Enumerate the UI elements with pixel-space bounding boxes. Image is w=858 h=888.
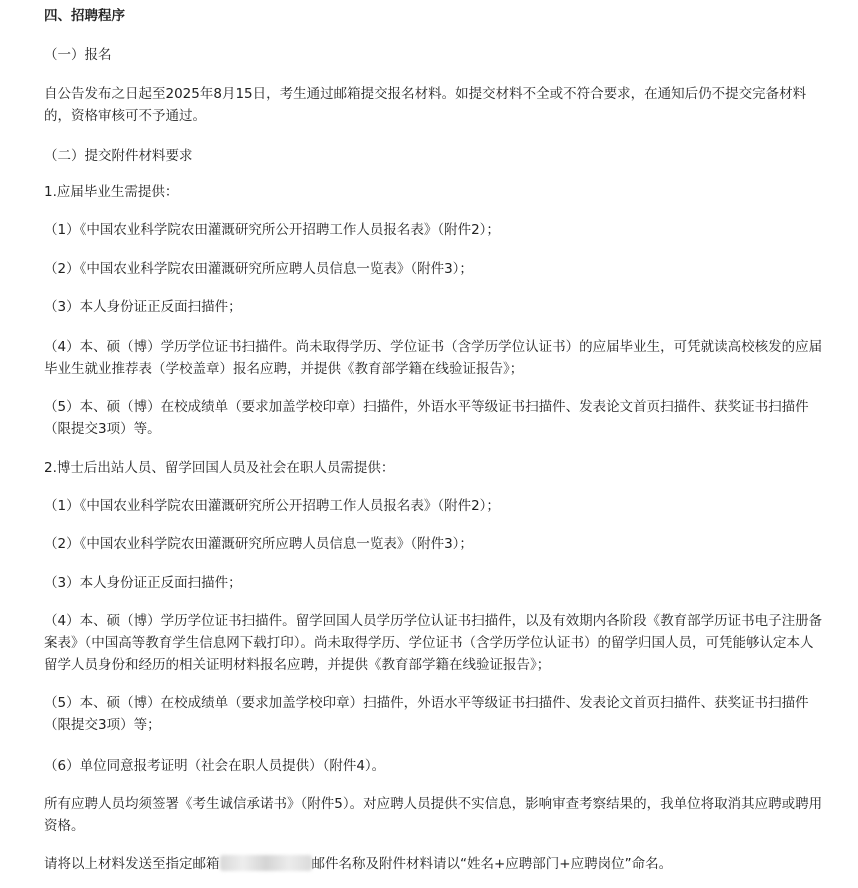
g2-item-2: （2）《中国农业科学院农田灌溉研究所应聘人员信息一览表》（附件3）； <box>44 536 473 552</box>
g1-item-1: （1）《中国农业科学院农田灌溉研究所公开招聘工作人员报名表》（附件2）； <box>44 222 500 238</box>
email-line <box>44 853 824 875</box>
g1-item-4: （4）本、硕（博）学历学位证书扫描件。尚未取得学历、学位证书（含学历学位认证书）的应届毕业生，可凭就读高校核发的应届毕业生就业推荐表（学校盖章）报名应聘，并提供《教育部学籍在线验证报告》； <box>44 339 823 377</box>
g2-item-3: （3）本人身份证正反面扫描件； <box>44 575 242 591</box>
g2-item-6: （6）单位同意报考证明（社会在职人员提供）（附件4）。 <box>44 758 386 774</box>
email-line-suffix: 邮件名称及附件材料请以“姓名+应聘部门+应聘岗位”命名。 <box>311 856 673 872</box>
g1-title: 1.应届毕业生需提供： <box>44 184 179 200</box>
g2-title: 2.博士后出站人员、留学回国人员及社会在职人员需提供： <box>44 460 395 476</box>
g1-item-3: （3）本人身份证正反面扫描件； <box>44 299 242 315</box>
email-line-prefix: 请将以上材料发送至指定邮箱 <box>44 856 220 872</box>
s1-title: （一）报名 <box>44 47 112 63</box>
redacted-email <box>220 855 312 871</box>
s2-title: （二）提交附件材料要求 <box>44 148 193 164</box>
s1-body <box>44 83 824 127</box>
s1-body-text: 自公告发布之日起至2025年8月15日，考生通过邮箱提交报名材料。如提交材料不全或不符合要求，在通知后仍不提交完备材料的，资格审核可不予通过。 <box>44 86 807 124</box>
g1-item-5: （5）本、硕（博）在校成绩单（要求加盖学校印章）扫描件，外语水平等级证书扫描件、发表论文首页扫描件、获奖证书扫描件（限提交3项）等。 <box>44 399 809 437</box>
section-heading: 四、招聘程序 <box>44 8 125 24</box>
g2-item-4: （4）本、硕（博）学历学位证书扫描件。留学回国人员学历学位认证书扫描件，以及有效期内各阶段《教育部学历证书电子注册备案表》（中国高等教育学生信息网下载打印）。尚未取得学历、学位证书（含学历学位认证书）的留学归国人员，可凭能够认定本人留学人员身份和经历的相关证明材料报名应聘，并提供《教育部学籍在线验证报告》； <box>44 613 823 673</box>
g1-item-2: （2）《中国农业科学院农田灌溉研究所应聘人员信息一览表》（附件3）； <box>44 261 473 277</box>
g2-item-1: （1）《中国农业科学院农田灌溉研究所公开招聘工作人员报名表》（附件2）； <box>44 498 500 514</box>
g2-item-5: （5）本、硕（博）在校成绩单（要求加盖学校印章）扫描件，外语水平等级证书扫描件、发表论文首页扫描件、获奖证书扫描件（限提交3项）等； <box>44 695 809 733</box>
integrity-note: 所有应聘人员均须签署《考生诚信承诺书》（附件5）。对应聘人员提供不实信息，影响审查考察结果的，我单位将取消其应聘或聘用资格。 <box>44 796 823 834</box>
